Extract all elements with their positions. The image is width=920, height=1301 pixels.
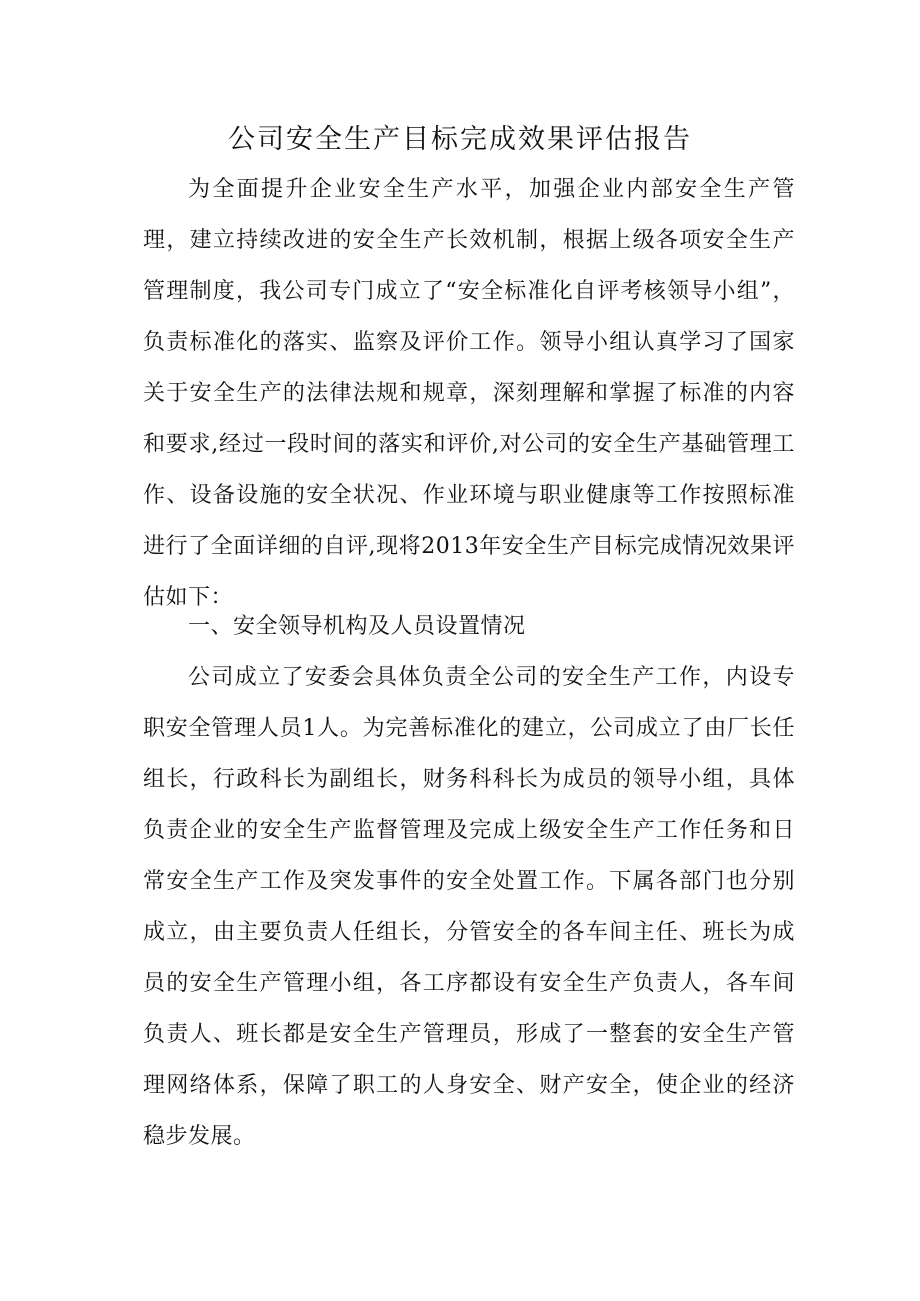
section-1-heading: 一、安全领导机构及人员设置情况 [188, 614, 526, 639]
document-title: 公司安全生产目标完成效果评估报告 [228, 124, 692, 155]
intro-paragraph: 为全面提升企业安全生产水平，加强企业内部安全生产管理，建立持续改进的安全生产长效机制，根据上级各项安全生产管理制度，我公司专门成立了“安全标准化自评考核领导小组”，负责标准化的落实、监察及评价工作。领导小组认真学习了国家关于安全生产的法律法规和规章，深刻理解和掌握了标准的内容和要求,经过一段时间的落实和评价,对公司的安全生产基础管理工作、设备设施的安全状况、作业环境与职业健康等工作按照标准进行了全面详细的自评,现将2013年安全生产目标完成情况效果评估如下： [143, 177, 795, 610]
section-1-body: 公司成立了安委会具体负责全公司的安全生产工作，内设专职安全管理人员1人。为完善标准化的建立，公司成立了由厂长任组长，行政科长为副组长，财务科科长为成员的领导小组，具体负责企业的安全生产监督管理及完成上级安全生产工作任务和日常安全生产工作及突发事件的安全处置工作。下属各部门也分别成立，由主要负责人任组长，分管安全的各车间主任、班长为成员的安全生产管理小组，各工序都设有安全生产负责人，各车间负责人、班长都是安全生产管理员，形成了一整套的安全生产管理网络体系，保障了职工的人身安全、财产安全，使企业的经济稳步发展。 [143, 665, 795, 1149]
